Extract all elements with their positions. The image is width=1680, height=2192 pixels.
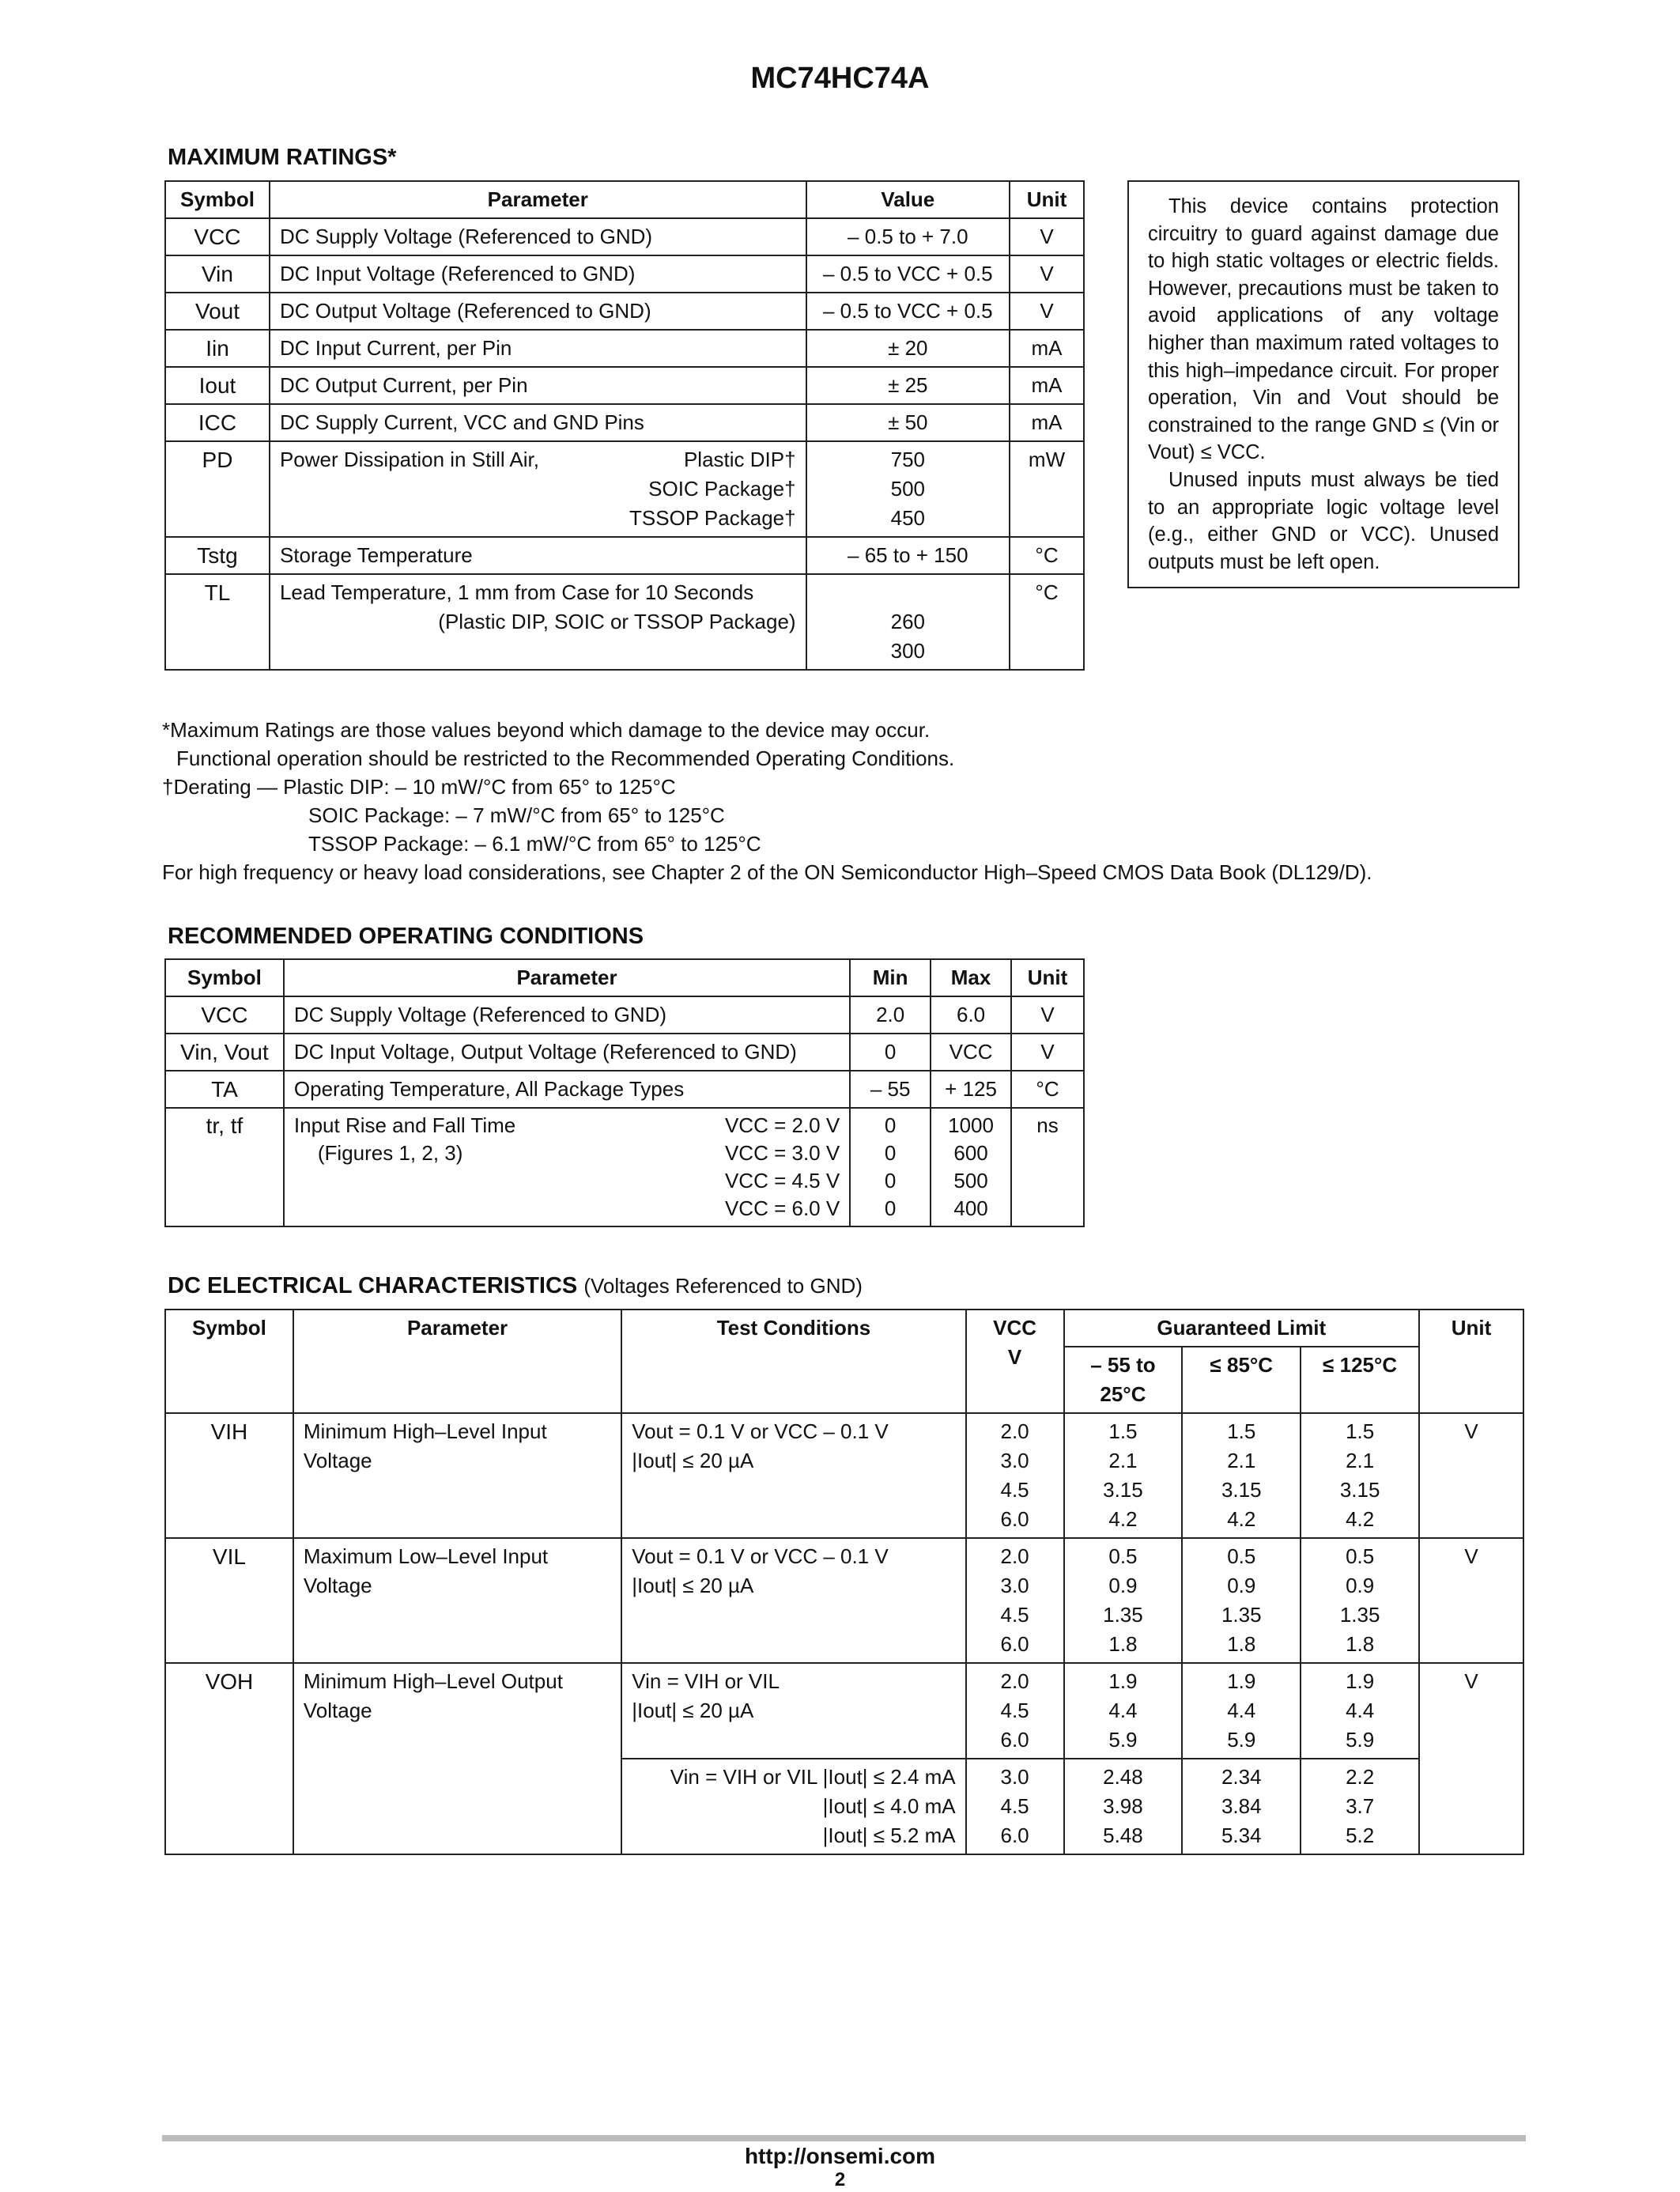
condition-line: |Iout| ≤ 5.2 mA: [822, 1824, 956, 1847]
col-header: Value: [806, 181, 1010, 218]
symbol-cell: VIH: [165, 1413, 293, 1538]
limit-value: 1.5: [1108, 1419, 1138, 1443]
min-line: 0: [884, 1196, 897, 1220]
condition-cell: [621, 1759, 965, 1854]
table-row: [165, 441, 1084, 537]
param-cell: DC Supply Voltage (Referenced to GND): [270, 218, 806, 255]
limit-value: 2.1: [1108, 1449, 1138, 1472]
param-cell: Minimum High–Level Input Voltage: [293, 1413, 621, 1538]
param-text-2: (Plastic DIP, SOIC or TSSOP Package): [438, 610, 796, 633]
table-row: [165, 404, 1084, 441]
limit-value: 3.7: [1346, 1794, 1375, 1818]
footnote: For high frequency or heavy load considerations, see Chapter 2 of the ON Semiconductor High–Speed CMOS Data Book (DL129/D).: [162, 860, 1372, 884]
param-cell: Maximum Low–Level Input Voltage: [293, 1538, 621, 1663]
max-line: 500: [953, 1169, 988, 1192]
limit-value: 2.34: [1221, 1765, 1262, 1789]
limit-value: 0.5: [1346, 1544, 1375, 1568]
footnote: SOIC Package: – 7 mW/°C from 65° to 125°C: [308, 803, 725, 827]
param-cell: [284, 1108, 850, 1226]
condition-list: [725, 1112, 840, 1223]
limit-value: 5.9: [1227, 1728, 1256, 1752]
symbol-cell: Iout: [165, 367, 270, 404]
symbol-cell: Iin: [165, 330, 270, 367]
table-row: [165, 1413, 1523, 1538]
value-line: 450: [890, 506, 925, 530]
limit-value: 4.2: [1227, 1507, 1256, 1531]
vcc-value: 3.0: [1000, 1765, 1029, 1789]
vcc-cell: [966, 1413, 1064, 1538]
value-cell: ± 20: [806, 330, 1010, 367]
vcc-value: 4.5: [1000, 1478, 1029, 1502]
limit-value: 1.35: [1339, 1603, 1380, 1627]
protection-paragraph: This device contains protection circuitry to guard against damage due to high static voltages or electric fields. However, precautions must be taken to avoid applications of any voltage higher than maximum rated voltages to this high–impedance circuit. For proper operation, Vin and Vout should be constrained to the range GND ≤ (Vin or Vout) ≤ VCC.: [1148, 195, 1499, 464]
limit-value: 0.5: [1227, 1544, 1256, 1568]
param-cell: DC Supply Current, VCC and GND Pins: [270, 404, 806, 441]
footnote: Functional operation should be restricted to the Recommended Operating Conditions.: [176, 746, 955, 770]
dc-table: [164, 1309, 1524, 1855]
limit-value: 3.84: [1221, 1794, 1262, 1818]
param-cell: Minimum High–Level Output Voltage: [293, 1663, 621, 1854]
vcc-cell: [966, 1538, 1064, 1663]
footer-url[interactable]: http://onsemi.com: [744, 2144, 936, 2168]
condition-line: Vin = VIH or VIL |Iout| ≤ 2.4 mA: [670, 1765, 956, 1789]
symbol-cell: VOH: [165, 1663, 293, 1854]
unit-cell: V: [1010, 255, 1084, 293]
value-line: 300: [890, 639, 925, 663]
unit-cell: mA: [1010, 404, 1084, 441]
table-row: [165, 218, 1084, 255]
unit-cell: V: [1011, 996, 1084, 1034]
limit-value: 5.34: [1221, 1824, 1262, 1847]
footnote: *Maximum Ratings are those values beyond which damage to the device may occur.: [162, 718, 931, 742]
limit-cell: [1301, 1759, 1419, 1854]
page-title: MC74HC74A: [750, 62, 930, 95]
limit-value: 1.9: [1227, 1669, 1256, 1693]
limit-value: 1.9: [1346, 1669, 1375, 1693]
col-header: Parameter: [293, 1310, 621, 1413]
param-text: [294, 1112, 515, 1223]
max-ratings-notes: [162, 716, 1372, 886]
symbol-cell: Vin, Vout: [165, 1034, 284, 1071]
unit-cell: V: [1419, 1413, 1523, 1538]
table-row: [165, 1071, 1084, 1108]
max-line: 600: [953, 1141, 988, 1165]
vcc-label: VCC: [993, 1316, 1037, 1340]
col-header-temp: ≤ 85°C: [1182, 1347, 1301, 1413]
package-label: Plastic DIP†: [683, 448, 796, 471]
vcc-value: 6.0: [1000, 1507, 1029, 1531]
symbol-cell: tr, tf: [165, 1108, 284, 1226]
limit-value: 1.8: [1108, 1632, 1138, 1656]
min-cell: 0: [850, 1034, 931, 1071]
vcc-value: 2.0: [1000, 1544, 1029, 1568]
value-cell: – 0.5 to VCC + 0.5: [806, 255, 1010, 293]
limit-value: 0.9: [1108, 1574, 1138, 1597]
limit-value: 5.9: [1108, 1728, 1138, 1752]
min-line: 0: [884, 1113, 897, 1137]
unit-cell: °C: [1010, 574, 1084, 670]
table-header-row: [165, 181, 1084, 218]
limit-cell: [1301, 1538, 1419, 1663]
vcc-value: 3.0: [1000, 1449, 1029, 1472]
limit-value: 4.4: [1346, 1699, 1375, 1722]
table-row: [165, 367, 1084, 404]
limit-value: 4.4: [1227, 1699, 1256, 1722]
table-row: [165, 1108, 1084, 1226]
limit-value: 4.4: [1108, 1699, 1138, 1722]
value-cell: ± 50: [806, 404, 1010, 441]
condition-cell: [621, 1413, 965, 1538]
param-cell: DC Input Voltage (Referenced to GND): [270, 255, 806, 293]
unit-cell: V: [1419, 1663, 1523, 1854]
max-cell: [931, 1108, 1011, 1226]
limit-value: 3.15: [1221, 1478, 1262, 1502]
condition-line: |Iout| ≤ 20 µA: [632, 1449, 754, 1472]
param-cell: Storage Temperature: [270, 537, 806, 574]
unit-cell: °C: [1011, 1071, 1084, 1108]
param-text: Power Dissipation in Still Air,: [279, 448, 539, 471]
footnote: TSSOP Package: – 6.1 mW/°C from 65° to 125°C: [308, 832, 761, 856]
unit-cell: °C: [1010, 537, 1084, 574]
dc-heading-text: DC ELECTRICAL CHARACTERISTICS: [168, 1273, 578, 1298]
max-line: 400: [953, 1196, 988, 1220]
col-header: Symbol: [165, 1310, 293, 1413]
vcc-value: 4.5: [1000, 1794, 1029, 1818]
limit-value: 1.9: [1108, 1669, 1138, 1693]
table-row: [165, 255, 1084, 293]
col-header: Min: [850, 959, 931, 996]
limit-value: 4.2: [1346, 1507, 1375, 1531]
condition-line: Vin = VIH or VIL: [632, 1669, 780, 1693]
table-row: [165, 330, 1084, 367]
limit-cell: [1064, 1759, 1183, 1854]
condition-line: VCC = 2.0 V: [724, 1113, 840, 1137]
vcc-cell: [966, 1663, 1064, 1759]
package-label: TSSOP Package†: [629, 506, 796, 530]
limit-cell: [1182, 1538, 1301, 1663]
limit-cell: [1301, 1413, 1419, 1538]
param-cell: DC Output Voltage (Referenced to GND): [270, 293, 806, 330]
vcc-value: 6.0: [1000, 1824, 1029, 1847]
symbol-cell: VCC: [165, 996, 284, 1034]
unit-cell: mA: [1010, 367, 1084, 404]
limit-value: 0.9: [1346, 1574, 1375, 1597]
condition-line: VCC = 6.0 V: [724, 1196, 840, 1220]
footer: [0, 2145, 1680, 2192]
vcc-value: 4.5: [1000, 1699, 1029, 1722]
min-line: 0: [884, 1169, 897, 1192]
vcc-value: 2.0: [1000, 1419, 1029, 1443]
min-line: 0: [884, 1141, 897, 1165]
dc-heading-note: (Voltages Referenced to GND): [583, 1274, 863, 1298]
condition-line: |Iout| ≤ 20 µA: [632, 1699, 754, 1722]
vcc-value: 6.0: [1000, 1728, 1029, 1752]
symbol-cell: PD: [165, 441, 270, 537]
symbol-cell: VIL: [165, 1538, 293, 1663]
col-header: Parameter: [284, 959, 850, 996]
max-ratings-heading: MAXIMUM RATINGS*: [168, 145, 397, 170]
value-line: 500: [890, 477, 925, 501]
limit-value: 2.2: [1346, 1765, 1375, 1789]
unit-cell: V: [1010, 218, 1084, 255]
table-row: [165, 293, 1084, 330]
symbol-cell: TL: [165, 574, 270, 670]
max-line: 1000: [948, 1113, 994, 1137]
limit-cell: [1301, 1663, 1419, 1759]
condition-line: |Iout| ≤ 4.0 mA: [822, 1794, 956, 1818]
min-cell: [850, 1108, 931, 1226]
condition-line: VCC = 3.0 V: [724, 1141, 840, 1165]
col-header: Max: [931, 959, 1011, 996]
guaranteed-limit-header: Guaranteed Limit: [1064, 1310, 1420, 1347]
vcc-unit: V: [1007, 1345, 1022, 1369]
value-cell: [806, 574, 1010, 670]
package-list: [629, 445, 796, 533]
param-text: Lead Temperature, 1 mm from Case for 10 Seconds: [279, 580, 754, 604]
param-cell: [270, 574, 806, 670]
limit-value: 1.8: [1227, 1632, 1256, 1656]
min-cell: – 55: [850, 1071, 931, 1108]
condition-line: VCC = 4.5 V: [724, 1169, 840, 1192]
unit-cell: V: [1419, 1538, 1523, 1663]
max-ratings-table: [164, 180, 1085, 671]
table-header-row: [165, 1310, 1523, 1347]
unit-cell: ns: [1011, 1108, 1084, 1226]
param-line: Input Rise and Fall Time: [293, 1113, 516, 1137]
param-cell: Operating Temperature, All Package Types: [284, 1071, 850, 1108]
value-line: 260: [890, 610, 925, 633]
unit-cell: V: [1010, 293, 1084, 330]
limit-cell: [1182, 1663, 1301, 1759]
limit-value: 2.48: [1103, 1765, 1143, 1789]
symbol-cell: TA: [165, 1071, 284, 1108]
col-header: Test Conditions: [621, 1310, 965, 1413]
vcc-value: 4.5: [1000, 1603, 1029, 1627]
col-header: Symbol: [165, 181, 270, 218]
limit-value: 3.15: [1103, 1478, 1143, 1502]
rec-op-heading: RECOMMENDED OPERATING CONDITIONS: [168, 924, 644, 949]
symbol-cell: ICC: [165, 404, 270, 441]
symbol-cell: Tstg: [165, 537, 270, 574]
col-header-temp: – 55 to 25°C: [1064, 1347, 1183, 1413]
condition-line: Vout = 0.1 V or VCC – 0.1 V: [632, 1419, 889, 1443]
max-cell: + 125: [931, 1071, 1011, 1108]
limit-value: 1.35: [1221, 1603, 1262, 1627]
condition-cell: [621, 1538, 965, 1663]
col-header: Unit: [1419, 1310, 1523, 1413]
table-row: [165, 1663, 1523, 1759]
page-number: 2: [834, 2169, 846, 2190]
table-row: [165, 1538, 1523, 1663]
col-header: Unit: [1010, 181, 1084, 218]
limit-value: 0.9: [1227, 1574, 1256, 1597]
value-cell: – 65 to + 150: [806, 537, 1010, 574]
dc-heading: [168, 1273, 863, 1299]
limit-value: 4.2: [1108, 1507, 1138, 1531]
param-cell: DC Output Current, per Pin: [270, 367, 806, 404]
limit-value: 1.5: [1227, 1419, 1256, 1443]
unit-cell: V: [1011, 1034, 1084, 1071]
table-row: [165, 996, 1084, 1034]
value-cell: [806, 441, 1010, 537]
symbol-cell: VCC: [165, 218, 270, 255]
vcc-value: 6.0: [1000, 1632, 1029, 1656]
limit-value: 5.9: [1346, 1728, 1375, 1752]
limit-value: 2.1: [1227, 1449, 1256, 1472]
limit-cell: [1182, 1759, 1301, 1854]
max-cell: VCC: [931, 1034, 1011, 1071]
limit-value: 0.5: [1108, 1544, 1138, 1568]
value-cell: – 0.5 to VCC + 0.5: [806, 293, 1010, 330]
limit-value: 1.35: [1103, 1603, 1143, 1627]
limit-value: 1.8: [1346, 1632, 1375, 1656]
unit-cell: mW: [1010, 441, 1084, 537]
condition-line: Vout = 0.1 V or VCC – 0.1 V: [632, 1544, 889, 1568]
unit-cell: mA: [1010, 330, 1084, 367]
protection-note-box: [1127, 180, 1520, 588]
condition-cell: [621, 1663, 965, 1759]
col-header: Unit: [1011, 959, 1084, 996]
vcc-value: 3.0: [1000, 1574, 1029, 1597]
limit-cell: [1182, 1413, 1301, 1538]
param-cell: DC Supply Voltage (Referenced to GND): [284, 996, 850, 1034]
limit-cell: [1064, 1413, 1183, 1538]
limit-value: 3.15: [1339, 1478, 1380, 1502]
value-cell: ± 25: [806, 367, 1010, 404]
footer-rule: [162, 2135, 1526, 2141]
limit-value: 3.98: [1103, 1794, 1143, 1818]
limit-cell: [1064, 1538, 1183, 1663]
table-row: [165, 537, 1084, 574]
limit-value: 2.1: [1346, 1449, 1375, 1472]
table-header-row: [165, 959, 1084, 996]
param-cell: DC Input Voltage, Output Voltage (Referenced to GND): [284, 1034, 850, 1071]
col-header: Symbol: [165, 959, 284, 996]
vcc-cell: [966, 1759, 1064, 1854]
limit-value: 1.5: [1346, 1419, 1375, 1443]
limit-value: 5.2: [1346, 1824, 1375, 1847]
param-cell: DC Input Current, per Pin: [270, 330, 806, 367]
min-cell: 2.0: [850, 996, 931, 1034]
col-header-vcc: [966, 1310, 1064, 1413]
symbol-cell: Vout: [165, 293, 270, 330]
col-header-temp: ≤ 125°C: [1301, 1347, 1419, 1413]
vcc-value: 2.0: [1000, 1669, 1029, 1693]
param-line: (Figures 1, 2, 3): [317, 1141, 463, 1165]
col-header: Parameter: [270, 181, 806, 218]
max-cell: 6.0: [931, 996, 1011, 1034]
table-row: [165, 1034, 1084, 1071]
footnote: †Derating — Plastic DIP: – 10 mW/°C from 65° to 125°C: [162, 775, 676, 799]
condition-line: |Iout| ≤ 20 µA: [632, 1574, 754, 1597]
protection-paragraph: Unused inputs must always be tied to an appropriate logic voltage level (e.g., either GND or VCC). Unused outputs must be left open.: [1148, 468, 1499, 573]
value-line: 750: [890, 448, 925, 471]
table-row: [165, 574, 1084, 670]
rec-op-table: [164, 958, 1085, 1227]
limit-value: 5.48: [1103, 1824, 1143, 1847]
package-label: SOIC Package†: [648, 477, 796, 501]
value-cell: – 0.5 to + 7.0: [806, 218, 1010, 255]
symbol-cell: Vin: [165, 255, 270, 293]
param-cell: [270, 441, 806, 537]
limit-cell: [1064, 1663, 1183, 1759]
